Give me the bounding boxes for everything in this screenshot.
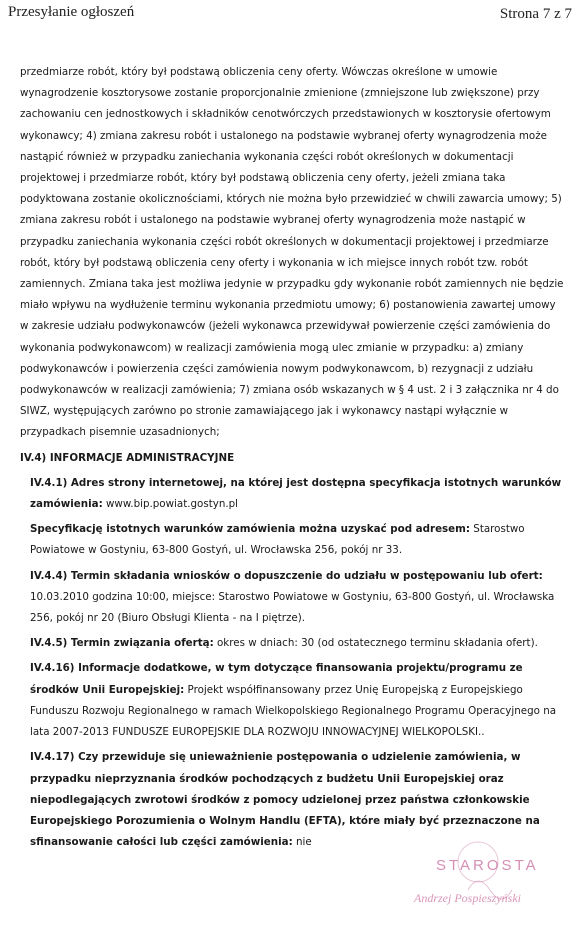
item-iv416-value: Projekt współfinansowany przez Unię Europejską z Europejskiego Funduszu Rozwoju Regionalnego w ramach Wielkopolskiego Regionalnego Programu Operacyjnego na lata 2007-2013 FUNDUSZE EUROPEJSKIE DLA ROZWOJU INNOWACYJNEJ WIELKOPOLSKI..: [30, 683, 557, 739]
page-number: Strona 7 z 7: [499, 6, 572, 22]
stamp-signature: Andrzej Pospieszyński: [414, 891, 521, 905]
stamp-graphic: [408, 840, 548, 920]
item-iv416-label: IV.4.16) Informacje dodatkowe, w tym dotyczące finansowania projektu/programu ze środków Unii Europejskiej:: [30, 662, 523, 696]
item-spec-address: [20, 519, 564, 561]
item-iv41-label: IV.4.1) Adres strony internetowej, na której jest dostępna specyfikacja istotnych warunków zamówienia:: [30, 476, 562, 511]
stamp-title: STAROSTA: [436, 857, 539, 874]
starosta-stamp: [408, 840, 548, 920]
document-body: [20, 62, 564, 853]
item-iv44-label: IV.4.4) Termin składania wniosków o dopuszczenie do udziału w postępowaniu lub ofert:: [30, 569, 543, 582]
item-iv417-label: IV.4.17) Czy przewiduje się unieważnienie postępowania o udzielenie zamówienia, w przypadku nieprzyznania środków pochodzących z budżetu Unii Europejskiej oraz niepodlegających zwrotowi środków z pomocy udzielonej przez państwa członkowskie Europejskiego Porozumienia o Wolnym Handlu (EFTA), które miały być przeznaczone na sfinansowanie całości lub części zamówienia:: [30, 751, 540, 849]
item-iv417: [20, 747, 564, 853]
item-iv44-value: 10.03.2010 godzina 10:00, miejsce: Starostwo Powiatowe w Gostyniu, 63-800 Gostyń, ul. Wrocławska 256, pokój nr 20 (Biuro Obsługi Klienta - na I piętrze).: [30, 590, 555, 625]
item-spec-value: Starostwo Powiatowe w Gostyniu, 63-800 Gostyń, ul. Wrocławska 256, pokój nr 33.: [30, 523, 525, 557]
item-iv44: [20, 566, 564, 630]
item-spec-label: Specyfikację istotnych warunków zamówienia można uzyskać pod adresem:: [30, 523, 471, 536]
item-iv41-value: www.bip.powiat.gostyn.pl: [102, 498, 239, 511]
item-iv41: [20, 473, 564, 515]
item-iv45-label: IV.4.5) Termin związania ofertą:: [30, 637, 214, 650]
paragraph-contract-changes: przedmiarze robót, który był podstawą obliczenia ceny oferty. Wówczas określone w umowie wynagrodzenie kosztorysowe zostanie proporcjonalnie zmienione (zmniejszone lub zwiększone) przy zachowaniu cen jednostkowych i składników cenotwórczych przedstawionych w kosztorysie ofertowym wykonawcy; 4) zmiana zakresu robót i ustalonego na podstawie wybranej oferty wynagrodzenia może nastąpić również w przypadku zaniechania wykonania części robót określonych w dokumentacji projektowej i przedmiarze robót, który był podstawą obliczenia ceny oferty, jeżeli zmiana taka podyktowana zostanie okolicznościami, których nie można było przewidzieć w chwili zawarcia umowy; 5) zmiana zakresu robót i ustalonego na podstawie wybranej oferty wynagrodzenia może nastąpić w przypadku zaniechania wykonania części robót określonych w dokumentacji projektowej i przedmiarze robót, który był podstawą obliczenia ceny oferty i wykonania w ich miejsce innych robót tzw. robót zamiennych. Zmiana taka jest możliwa jedynie w przypadku gdy wykonanie robót zamiennych nie będzie miało wpływu na wydłużenie terminu wykonania przedmiotu umowy; 6) postanowienia zawartej umowy w zakresie udziału podwykonawców (jeżeli wykonawca przewidywał powierzenie części zamówienia do wykonania podwykonawcom) w realizacji zamówienia mogą ulec zmianie w przypadku: a) zmiany podwykonawców i powierzenia części zamówienia nowym podwykonawcom, b) rezygnacji z udziału podwykonawców w realizacji zamówienia; 7) zmiana osób wskazanych w § 4 ust. 2 i 3 załącznika nr 4 do SIWZ, występujących zarówno po stronie zamawiającego jak i wykonawcy nastąpi wyłącznie w przypadkach pisemnie uzasadnionych;: [20, 66, 564, 439]
item-iv416: [20, 658, 564, 743]
item-iv417-value: nie: [292, 836, 312, 849]
item-iv45: [20, 633, 564, 654]
item-iv45-value: okres w dniach: 30 (od ostatecznego terminu składania ofert).: [213, 637, 538, 650]
section-heading-iv4: IV.4) INFORMACJE ADMINISTRACYJNE: [20, 451, 235, 464]
page-header-title: Przesyłanie ogłoszeń: [8, 4, 135, 20]
